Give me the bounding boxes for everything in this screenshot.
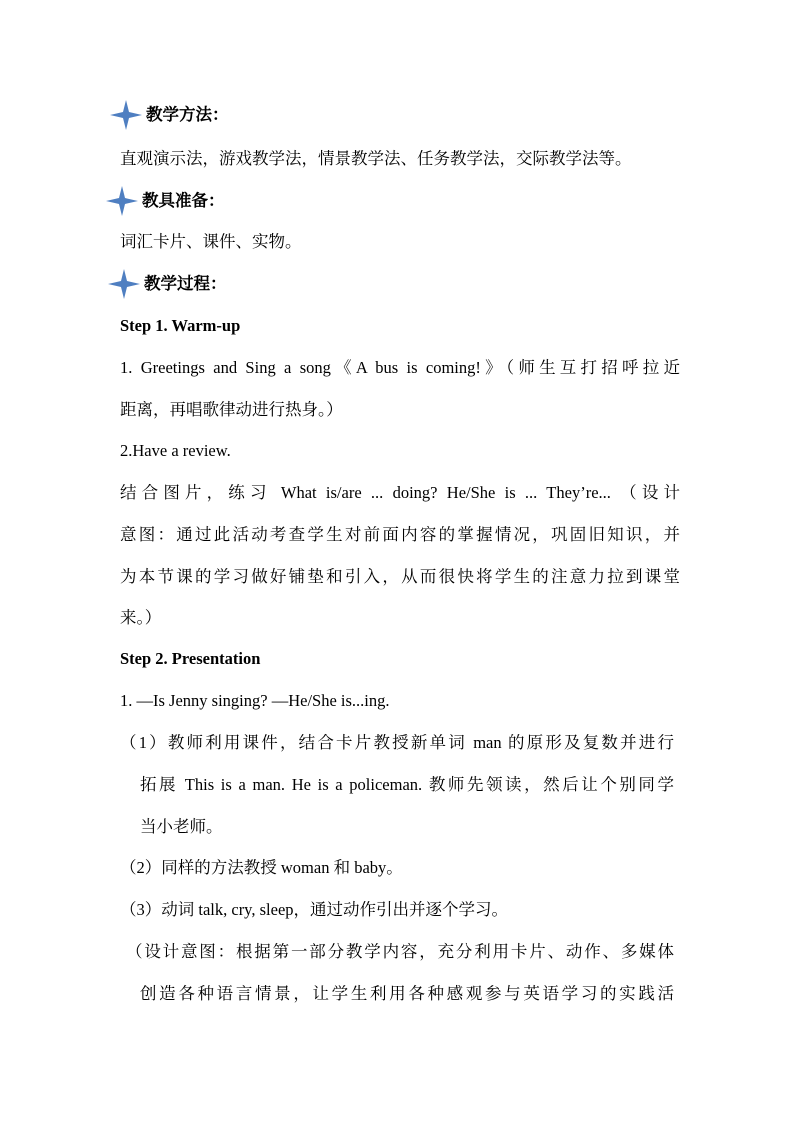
step2-design-line2: 创造各种语言情景，让学生利用各种感观参与英语学习的实践活 xyxy=(140,984,674,1003)
step1-item2-line2: 意图：通过此活动考查学生对前面内容的掌握情况，巩固旧知识，并 xyxy=(120,525,680,544)
step2-sub1-line2: 拓展 This is a man. He is a policeman. 教师先领读，然后让个别同学 xyxy=(140,775,674,794)
four-point-star-icon xyxy=(106,186,138,216)
step2-sub1-line3: 当小老师。 xyxy=(140,817,223,836)
step1-item2-line4: 来。） xyxy=(120,608,162,627)
step2-sub1-line1: （1）教师利用课件，结合卡片教授新单词 man 的原形及复数并进行 xyxy=(120,733,674,752)
step2-design-line1: （设计意图：根据第一部分教学内容，充分利用卡片、动作、多媒体 xyxy=(126,942,674,961)
step1-item2-line1: 结合图片，练习 What is/are ... doing? He/She is ... They’re... （设计 xyxy=(120,483,680,502)
step2-title: Step 2. Presentation xyxy=(120,649,261,668)
step1-title: Step 1. Warm-up xyxy=(120,316,241,335)
step2-sub2: （2）同样的方法教授 woman 和 baby。 xyxy=(120,858,403,877)
step1-item1-line1: 1. Greetings and Sing a song《A bus is coming!》（师生互打招呼拉近 xyxy=(120,358,680,377)
step1-item2-line3: 为本节课的学习做好铺垫和引入，从而很快将学生的注意力拉到课堂 xyxy=(120,567,680,586)
step2-item1: 1. —Is Jenny singing? —He/She is...ing. xyxy=(120,691,390,710)
four-point-star-icon xyxy=(110,100,142,130)
methods-text: 直观演示法，游戏教学法，情景教学法、任务教学法，交际教学法等。 xyxy=(120,149,632,168)
process-heading xyxy=(108,269,227,299)
tools-text: 词汇卡片、课件、实物。 xyxy=(120,232,302,251)
step1-item2: 2.Have a review. xyxy=(120,441,231,460)
methods-heading-label: 教学方法： xyxy=(146,105,229,124)
step2-sub3: （3）动词 talk, cry, sleep，通过动作引出并逐个学习。 xyxy=(120,900,509,919)
methods-heading xyxy=(110,100,229,130)
process-heading-label: 教学过程： xyxy=(144,274,227,293)
step1-item1-line2: 距离，再唱歌律动进行热身。） xyxy=(120,400,343,419)
tools-heading-label: 教具准备： xyxy=(142,191,225,210)
tools-heading xyxy=(106,186,225,216)
four-point-star-icon xyxy=(108,269,140,299)
